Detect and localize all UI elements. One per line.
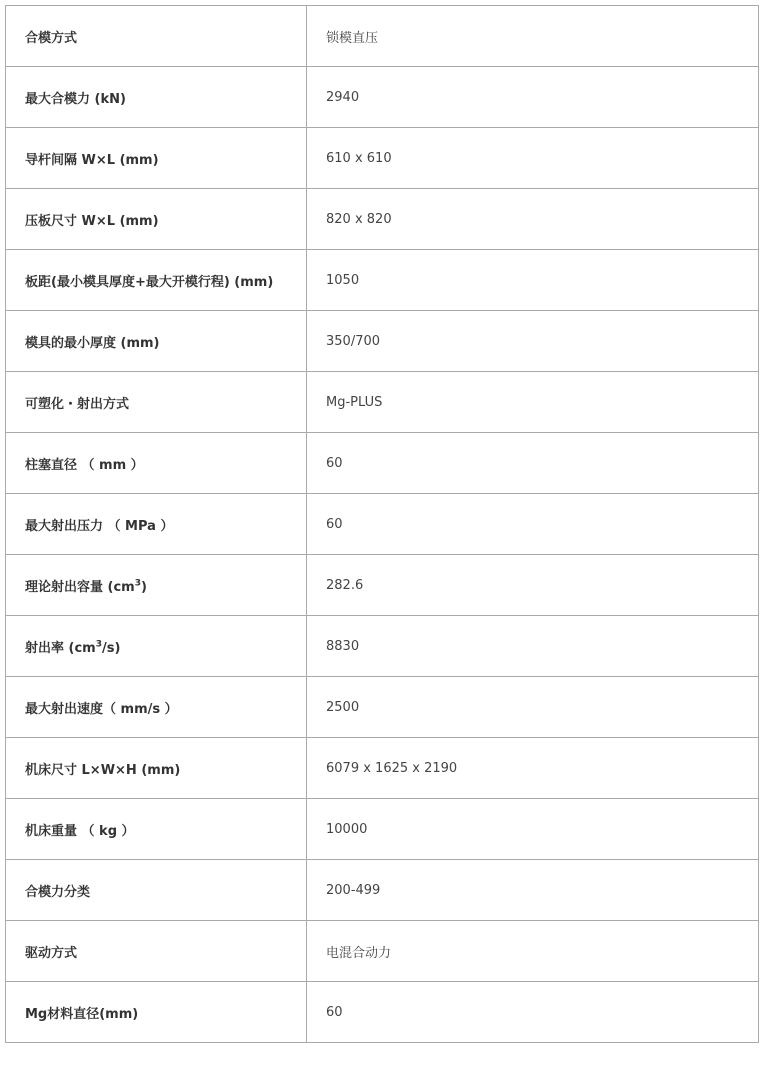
row-value: 1050 (307, 250, 759, 311)
row-value: 10000 (307, 799, 759, 860)
table-row (6, 128, 759, 189)
row-value: 610 x 610 (307, 128, 759, 189)
table-row (6, 189, 759, 250)
row-value: 2500 (307, 677, 759, 738)
row-value: 锁模直压 (307, 6, 759, 67)
table-row (6, 799, 759, 860)
row-value: 820 x 820 (307, 189, 759, 250)
row-label: 最大射出速度（ mm/s ） (6, 677, 307, 738)
row-value: 60 (307, 433, 759, 494)
row-value: 电混合动力 (307, 921, 759, 982)
row-value: 350/700 (307, 311, 759, 372)
superscript: 3 (134, 578, 141, 589)
row-label: 合模力分类 (6, 860, 307, 921)
table-row (6, 738, 759, 799)
table-row (6, 433, 759, 494)
row-value: 200-499 (307, 860, 759, 921)
row-label-suffix: /s) (102, 640, 121, 656)
row-label (6, 555, 307, 616)
row-value: 282.6 (307, 555, 759, 616)
row-value: 8830 (307, 616, 759, 677)
spec-table-body (6, 6, 759, 1043)
table-row (6, 494, 759, 555)
table-row (6, 677, 759, 738)
row-label: 柱塞直径 （ mm ） (6, 433, 307, 494)
table-row (6, 6, 759, 67)
row-value: 2940 (307, 67, 759, 128)
row-label: 机床尺寸 L×W×H (mm) (6, 738, 307, 799)
table-row (6, 372, 759, 433)
row-label: 最大合模力 (kN) (6, 67, 307, 128)
row-label: Mg材料直径(mm) (6, 982, 307, 1043)
row-value: Mg-PLUS (307, 372, 759, 433)
table-row (6, 921, 759, 982)
row-label: 机床重量 （ kg ） (6, 799, 307, 860)
row-label: 模具的最小厚度 (mm) (6, 311, 307, 372)
row-label-text: 理论射出容量 (cm (25, 579, 135, 595)
table-row (6, 555, 759, 616)
row-label: 合模方式 (6, 6, 307, 67)
row-value: 60 (307, 982, 759, 1043)
row-label: 导杆间隔 W×L (mm) (6, 128, 307, 189)
superscript: 3 (95, 639, 102, 650)
row-label (6, 616, 307, 677)
row-value: 60 (307, 494, 759, 555)
row-label-text: 射出率 (cm (25, 640, 96, 656)
row-label-suffix: ) (141, 579, 147, 595)
row-label: 可塑化・射出方式 (6, 372, 307, 433)
table-row (6, 311, 759, 372)
table-row (6, 616, 759, 677)
row-label: 驱动方式 (6, 921, 307, 982)
spec-table (5, 5, 759, 1043)
row-value: 6079 x 1625 x 2190 (307, 738, 759, 799)
row-label: 板距(最小模具厚度+最大开模行程) (mm) (6, 250, 307, 311)
table-row (6, 250, 759, 311)
row-label: 压板尺寸 W×L (mm) (6, 189, 307, 250)
table-row (6, 67, 759, 128)
row-label: 最大射出压力 （ MPa ） (6, 494, 307, 555)
table-row (6, 982, 759, 1043)
table-row (6, 860, 759, 921)
